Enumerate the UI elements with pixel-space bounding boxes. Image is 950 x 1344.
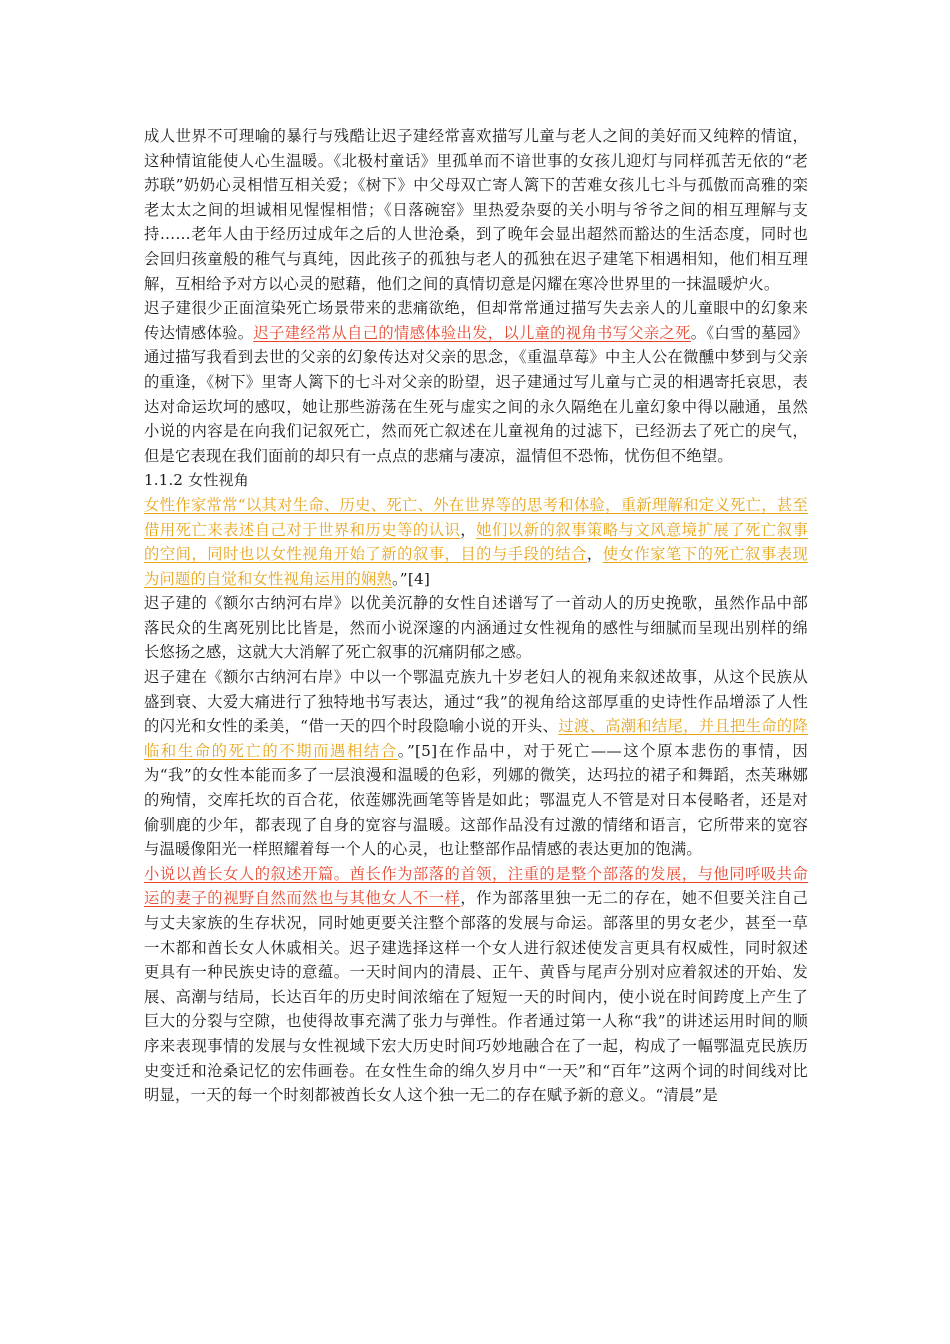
document-body bbox=[144, 124, 808, 1108]
highlighted-text-yellow: 她们以新的叙事策略与文风意境扩展了死亡叙事的空间，同时也以女性视角开始了新的叙事，目的与手段的结合 bbox=[144, 520, 809, 564]
highlighted-text-red: 小说以酋长女人的叙述开篇。酋长作为部落的首领，注重的是整个部落的发展，与他同呼吸共命运的妻子的视野自然而然也与其他女人不一样 bbox=[144, 864, 808, 908]
paragraph-text: 迟子建很少正面渲染死亡场景带来的悲痛欲绝，但却常常通过描写失去亲人的儿童眼中的幻象来传达情感体验。 bbox=[144, 299, 808, 342]
paragraph-text: 迟子建在《额尔古纳河右岸》中以一个鄂温克族九十岁老妇人的视角来叙述故事，从这个民族从盛到衰、大爱大痛进行了独特地书写表达，通过“我”的视角给这部厚重的史诗性作品增添了人性的闪光和女性的柔美，“借一天的四个时段隐喻小说的开头、 bbox=[144, 668, 808, 736]
paragraph-death-scenes bbox=[144, 296, 808, 468]
section-heading-female-perspective bbox=[144, 468, 808, 493]
paragraph-children-elderly bbox=[144, 124, 808, 296]
paragraph-text: 。”[4] bbox=[391, 569, 431, 588]
heading-text: 1.1.2 女性视角 bbox=[144, 471, 249, 490]
highlighted-text-yellow: 使女作家笔下的死亡叙事表现为问题的自觉和女性视角运用的娴熟 bbox=[144, 545, 809, 588]
paragraph-chieftain-woman bbox=[144, 862, 808, 1108]
paragraph-text: 。《白雪的墓园》通过描写我看到去世的父亲的幻象传达对父亲的思念，《重温草莓》中主人公在微醺中梦到与父亲的重逢，《树下》里寄人篱下的七斗对父亲的盼望，迟子建通过写儿童与亡灵的相遇寄托哀思，表达对命运坎坷的感叹，她让那些游荡在生死与虚实之间的永久隔绝在儿童幻象中得以融通，虽然小说的内容是在向我们记叙死亡，然而死亡叙述在儿童视角的过滤下，已经沥去了死亡的戾气，但是它表现在我们面前的却只有一点点的悲痛与凄凉，温情但不恐怖，忧伤但不绝望。 bbox=[144, 323, 809, 465]
highlighted-text-yellow: 过渡、高潮和结尾，并且把生命的降临和生命的死亡的不期而遇相结合 bbox=[144, 717, 808, 760]
paragraph-female-writers-quote bbox=[144, 493, 808, 591]
highlighted-text-yellow: 女性作家常常“以其对生命、历史、死亡、外在世界等的思考和体验，重新理解和定义死亡，甚至借用死亡来表述自己对于世界和历史等的认识 bbox=[144, 495, 808, 539]
paragraph-text: 迟子建的《额尔古纳河右岸》以优美沉静的女性自述谱写了一首动人的历史挽歌，虽然作品中部落民众的生离死别比比皆是，然而小说深邃的内涵通过女性视角的感性与细腻而呈现出别样的绵长悠扬之感，这就大大消解了死亡叙事的沉痛阴郁之感。 bbox=[144, 594, 808, 662]
paragraph-text: ， bbox=[586, 545, 603, 564]
highlighted-text-red: 迟子建经常从自己的情感体验出发，以儿童的视角书写父亲之死 bbox=[253, 323, 691, 342]
paragraph-text: ， bbox=[460, 520, 477, 539]
paragraph-text: 成人世界不可理喻的暴行与残酷让迟子建经常喜欢描写儿童与老人之间的美好而又纯粹的情谊，这种情谊能使人心生温暖。《北极村童话》里孤单而不谙世事的女孩儿迎灯与同样孤苦无依的“老苏联”奶奶心灵相惜互相关爱；《树下》中父母双亡寄人篱下的苦难女孩儿七斗与孤傲而高雅的栾老太太之间的坦诚相见惺惺相惜；《日落碗窑》里热爱杂耍的关小明与爷爷之间的相互理解与支持……老年人由于经历过成年之后的人世沧桑，到了晚年会显出超然而豁达的生活态度，同时也会回归孩童般的稚气与真纯，因此孩子的孤独与老人的孤独在迟子建笔下相遇相知，他们相互理解，互相给予对方以心灵的慰藉，他们之间的真情切意是闪耀在寒冷世界里的一抹温暖炉火。 bbox=[144, 127, 808, 293]
paragraph-text: 。”[5]在作品中，对于死亡——这个原本悲伤的事情，因为“我”的女性本能而多了一层浪漫和温暖的色彩，列娜的微笑，达玛拉的裙子和舞蹈，杰芙琳娜的殉情，交库托坎的百合花，依莲娜洗画笔等皆是如此；鄂温克人不管是对日本侵略者，还是对偷驯鹿的少年，都表现了自身的宽容与温暖。这部作品没有过激的情绪和语言，它所带来的宽容与温暖像阳光一样照耀着每一个人的心灵，也让整部作品情感的表达更加的饱满。 bbox=[144, 741, 808, 859]
paragraph-ergun-river-narration bbox=[144, 665, 808, 862]
paragraph-ergun-river-intro bbox=[144, 591, 808, 665]
paragraph-text: ，作为部落里独一无二的存在，她不但要关注自己与丈夫家族的生存状况，同时她更要关注整个部落的发展与命运。部落里的男女老少，甚至一草一木都和酋长女人休戚相关。迟子建选择这样一个女人进行叙述使发言更具有权威性，同时叙述更具有一种民族史诗的意蕴。一天时间内的清晨、正午、黄昏与尾声分别对应着叙述的开始、发展、高潮与结局，长达百年的历史时间浓缩在了短短一天的时间内，使小说在时间跨度上产生了巨大的分裂与空隙，也使得故事充满了张力与弹性。作者通过第一人称“我”的讲述运用时间的顺序来表现事情的发展与女性视域下宏大历史时间巧妙地融合在了一起，构成了一幅鄂温克民族历史变迁和沧桑记忆的宏伟画卷。在女性生命的绵久岁月中“一天”和“百年”这两个词的时间线对比明显，一天的每一个时刻都被酋长女人这个独一无二的存在赋予新的意义。“清晨”是 bbox=[144, 889, 808, 1105]
